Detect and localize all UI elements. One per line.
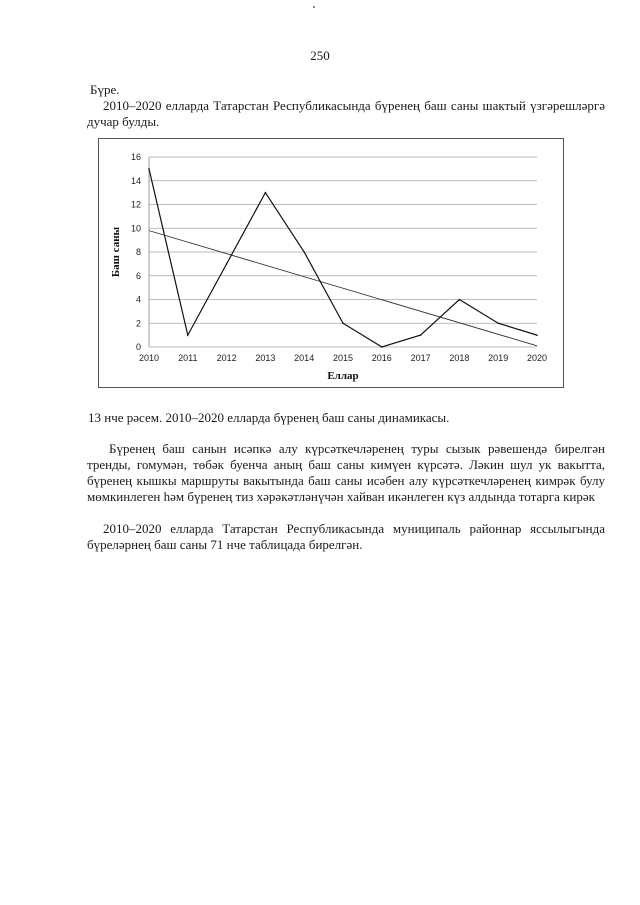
y-axis-title: Баш саны — [110, 226, 122, 278]
y-tick-label: 2 — [135, 318, 141, 329]
y-tick-label: 14 — [130, 175, 141, 186]
body-paragraph-2: 2010–2020 елларда Татарстан Республикасында муниципаль районнар яссылыгында бүреләрнең баш саны 71 нче таблицада бирелгән. — [87, 521, 605, 552]
y-tick-label: 10 — [130, 223, 141, 234]
x-tick-label: 2016 — [371, 353, 392, 363]
figure-caption: 13 нче рәсем. 2010–2020 елларда бүренең баш саны динамикасы. — [88, 410, 450, 425]
series-line — [149, 169, 537, 347]
x-tick-label: 2018 — [449, 353, 470, 363]
data-point — [420, 334, 422, 336]
y-tick-label: 8 — [135, 247, 141, 257]
trendline — [149, 231, 537, 346]
chart-canvas — [99, 139, 565, 389]
data-point — [148, 168, 150, 170]
data-point — [497, 322, 499, 324]
data-point — [265, 192, 267, 194]
x-tick-label: 2019 — [488, 353, 509, 363]
x-tick-label: 2013 — [255, 353, 276, 363]
intro-paragraph: 2010–2020 елларда Татарстан Республикасында бүренең баш саны шактый үзгәрешләргә дучар булды. — [87, 98, 605, 129]
x-tick-label: 2014 — [294, 353, 315, 363]
data-point — [536, 334, 538, 336]
data-point — [226, 263, 228, 265]
x-tick-label: 2015 — [332, 353, 354, 363]
page-number: 250 — [310, 48, 330, 63]
y-tick-label: 0 — [135, 342, 141, 352]
y-tick-label: 6 — [135, 270, 141, 281]
y-tick-label: 16 — [130, 152, 141, 162]
data-point — [459, 299, 461, 301]
x-tick-label: 2011 — [178, 353, 198, 363]
section-heading: Бүре. — [90, 82, 120, 97]
y-tick-label: 12 — [130, 199, 141, 210]
data-point — [303, 251, 305, 253]
body-paragraph-1: Бүренең баш санын исәпкә алу күрсәткечләренең туры сызык рәвешендә бирелгән тренды, гомумән, төбәк буенча аның баш саны кимүен күрсәтә. Ләкин шул ук вакытта, бүренең кышкы маршруты вакытында баш саны исәбен алу күрсәткечләренең кимрәк булу мөмкинлеген һәм бүренең тиз хәрәкәтләнүчән хайван икәнлеген күз алдында тотарга кирәк — [87, 441, 605, 504]
data-point — [342, 322, 344, 324]
x-axis-title: Еллар — [327, 370, 359, 382]
x-tick-label: 2010 — [138, 353, 160, 363]
line-chart — [98, 138, 564, 388]
scan-dot — [313, 6, 315, 8]
x-tick-label: 2017 — [410, 353, 431, 363]
data-point — [381, 346, 383, 348]
y-tick-label: 4 — [135, 294, 141, 305]
x-tick-label: 2012 — [216, 353, 237, 363]
data-point — [187, 334, 189, 336]
x-tick-label: 2020 — [526, 353, 548, 363]
